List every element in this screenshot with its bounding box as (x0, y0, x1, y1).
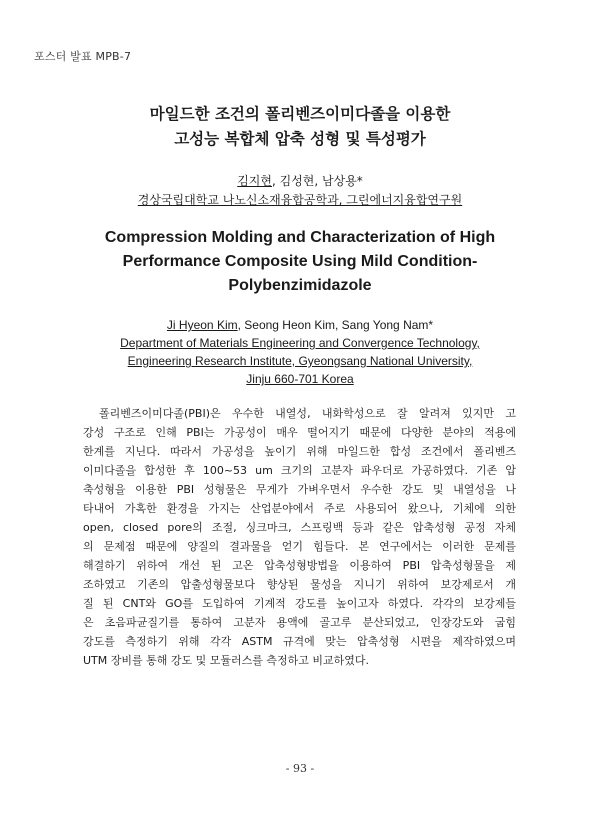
abstract-line: 폴리벤즈이미다졸(PBI)은 우수한 내열성, 내화학성으로 잘 알려져 있지만 고 (99, 407, 516, 420)
english-title (0, 226, 600, 298)
other-authors-kr: , 김성현, 남상용* (271, 174, 363, 188)
english-author-list (0, 316, 600, 334)
korean-affiliation: 경상국립대학교 나노신소재융합공학과, 그린에너지융합연구원 (137, 193, 463, 207)
abstract-line: 조하였고 기존의 압출성형물보다 향상된 물성을 지니기 위하여 보강제로서 개 (83, 578, 516, 591)
korean-authors (0, 172, 600, 210)
session-header: 포스터 발표 MPB-7 (34, 50, 132, 63)
abstract-line: UTM 장비를 통해 강도 및 모듈러스를 측정하고 비교하였다. (83, 654, 370, 667)
abstract-line: 축성형을 이용한 PBI 성형물은 무게가 가벼우면서 우수한 강도 및 내열성을 나 (83, 483, 516, 496)
korean-author-list (0, 172, 600, 191)
other-authors-en: , Seong Heon Kim, Sang Yong Nam* (237, 318, 434, 332)
abstract-line: 이미다졸을 합성한 후 100~53 um 크기의 고분자 파우더로 가공하였다. 기존 압 (83, 464, 516, 477)
english-title-line: Compression Molding and Characterization of High (104, 229, 496, 246)
abstract-line: 은 초음파균질기를 통하여 고분자 용액에 골고루 분산되었고, 인장강도와 굽힘 (83, 616, 516, 629)
abstract-line: 의 문제점 때문에 양질의 결과물을 얻기 힘들다. 본 연구에서는 이러한 문제를 (83, 540, 516, 553)
korean-title-line: 고성능 복합체 압축 성형 및 특성평가 (174, 130, 426, 148)
english-affiliation-line: Engineering Research Institute, Gyeongsang National University, (127, 354, 473, 368)
abstract-line: 질 된 CNT와 GO를 도입하여 기계적 강도를 높이고자 하였다. 각각의 보강제들 (83, 597, 516, 610)
abstract-line: 한계를 지닌다. 따라서 가공성을 높이기 위해 마일드한 합성 조건에서 폴리벤즈 (83, 445, 516, 458)
page-number: - 93 - (285, 762, 315, 775)
presenting-author-kr: 김지현 (237, 174, 272, 188)
abstract-line: 해결하기 위하여 개선 된 고온 압축성형방법을 이용하여 PBI 압축성형물을 제 (83, 559, 516, 572)
korean-title-line: 마일드한 조건의 폴리벤즈이미다졸을 이용한 (149, 105, 451, 123)
abstract-body (83, 404, 516, 670)
abstract-line: 타내어 가혹한 환경을 가지는 산업분야에서 주로 사용되어 왔으나, 기체에 의한 (83, 502, 516, 515)
abstract-line: 강도를 측정하기 위해 각각 ASTM 규격에 맞는 압축성형 시편을 제작하였으며 (83, 635, 516, 648)
abstract-line: 강성 구조로 인해 PBI는 가공성이 매우 떨어지기 때문에 다양한 분야의 적용에 (83, 426, 516, 439)
english-title-line: Polybenzimidazole (228, 277, 372, 294)
english-affiliation-line: Department of Materials Engineering and Convergence Technology, (120, 336, 480, 350)
english-authors (0, 316, 600, 388)
korean-title (0, 102, 600, 152)
presenting-author-en: Ji Hyeon Kim (166, 318, 238, 332)
abstract-line: open, closed pore의 조절, 싱크마크, 스프링백 등과 같은 압축성형 공정 자체 (83, 521, 516, 534)
english-title-line: Performance Composite Using Mild Condition- (122, 253, 478, 270)
english-affiliation-line: Jinju 660-701 Korea (246, 372, 354, 386)
